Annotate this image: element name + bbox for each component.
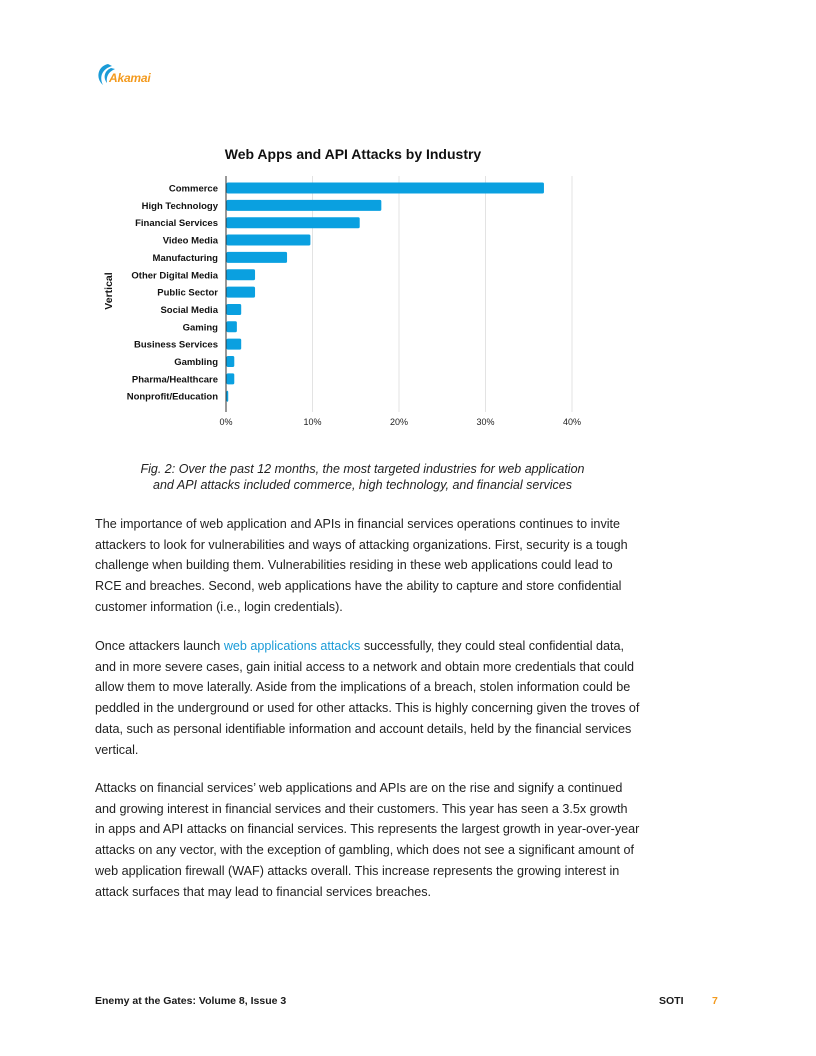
bar: [227, 356, 235, 367]
bar-chart: [0, 0, 816, 440]
category-label: Video Media: [162, 235, 218, 247]
web-app-attacks-link[interactable]: web applications attacks: [223, 639, 361, 653]
category-label: Commerce: [168, 183, 218, 195]
bar: [227, 269, 256, 280]
bar: [227, 373, 235, 384]
category-label: Gaming: [182, 322, 218, 334]
x-tick-label: 40%: [562, 417, 582, 427]
category-label: Other Digital Media: [131, 270, 218, 282]
bar: [227, 183, 544, 194]
category-label: High Technology: [141, 200, 218, 212]
category-label: Nonprofit/Education: [126, 391, 218, 403]
paragraph-1: The importance of web application and APIs in financial services operations continues to invite attackers to look for vulnerabilities and ways of attacking organizations. First, security is a tough challenge when building them. Vulnerabilities residing in these web applications could lead to RCE and breaches. Second, web applications have the ability to capture and store confidential customer information (i.e., login credentials).: [95, 517, 628, 614]
footer-report-title: Enemy at the Gates: Volume 8, Issue 3: [95, 995, 287, 1007]
category-label: Business Services: [134, 339, 218, 351]
paragraph-2-start: Once attackers launch: [95, 639, 224, 653]
bar: [227, 252, 288, 263]
paragraph-2-end: successfully, they could steal confidential data, and in more severe cases, gain initial access to a network and obtain more credentials that could allow them to move laterally. Aside from the implications of a breach, stolen information could be peddled in the underground or used for other attacks. This is highly concerning given the troves of data, such as personal identifiable information and account details, held by the financial services vertical.: [95, 639, 640, 757]
category-label: Pharma/Healthcare: [131, 374, 218, 386]
figure-caption: [100, 461, 625, 493]
bar: [227, 200, 382, 211]
x-tick-label: 10%: [303, 417, 322, 427]
x-tick-label: 20%: [389, 417, 409, 427]
bar: [227, 217, 360, 228]
logo-wordmark: Akamai: [109, 71, 151, 85]
paragraph-3: Attacks on financial services’ web applications and APIs are on the rise and signify a continued and growing interest in financial services and their customers. This year has seen a 3.5x growth in apps and API attacks on financial services. This represents the largest growth in year-over-year attacks on any vector, with the exception of gambling, which does not see a significant amount of web application firewall (WAF) attacks overall. This increase represents the growing interest in attack surfaces that may lead to financial services breaches.: [95, 781, 640, 899]
bar: [227, 321, 237, 332]
bar: [227, 235, 311, 246]
caption-line-1: Fig. 2: Over the past 12 months, the most targeted industries for web application: [140, 462, 585, 476]
category-label: Public Sector: [157, 287, 218, 299]
chart-title: Web Apps and API Attacks by Industry: [224, 146, 482, 162]
bar: [227, 339, 242, 350]
category-label: Financial Services: [135, 218, 218, 230]
category-label: Gambling: [174, 357, 218, 368]
x-tick-label: 0%: [219, 417, 233, 427]
bar: [227, 391, 229, 402]
paragraph-2: [95, 636, 640, 760]
x-tick-label: 30%: [476, 417, 495, 427]
bar: [227, 304, 242, 315]
page-number: 7: [712, 995, 718, 1007]
y-axis-title: Vertical: [103, 272, 115, 310]
caption-line-2: and API attacks included commerce, high technology, and financial services: [153, 478, 572, 492]
bar: [227, 287, 256, 298]
footer-section: SOTI: [659, 995, 684, 1007]
category-label: Manufacturing: [152, 252, 218, 264]
category-label: Social Media: [160, 304, 218, 316]
